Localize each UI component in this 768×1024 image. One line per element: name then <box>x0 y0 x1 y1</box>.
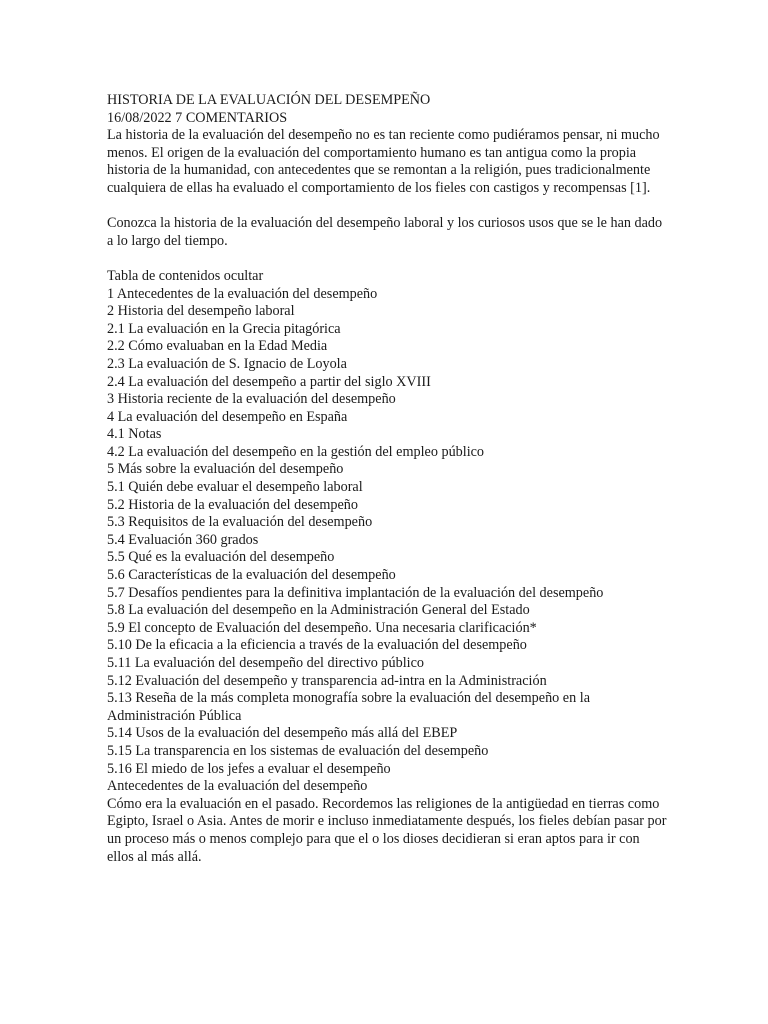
toc-heading: Tabla de contenidos ocultar <box>107 267 264 284</box>
toc-item[interactable]: 5.8 La evaluación del desempeño en la Administración General del Estado <box>107 602 530 619</box>
toc-item[interactable]: 5.9 El concepto de Evaluación del desempeño. Una necesaria clarificación* <box>107 619 537 636</box>
toc-item[interactable]: 5.5 Qué es la evaluación del desempeño <box>107 549 335 566</box>
toc-item[interactable]: 5.2 Historia de la evaluación del desempeño <box>107 496 358 513</box>
toc-item[interactable]: 4.2 La evaluación del desempeño en la gestión del empleo público <box>107 443 485 460</box>
toc-item[interactable]: 5 Más sobre la evaluación del desempeño <box>107 461 344 478</box>
section-paragraph: Cómo era la evaluación en el pasado. Recordemos las religiones de la antigüedad en tierras como Egipto, Israel o Asia. Antes de morir e incluso inmediatamente después, los fieles debían pasar por un proceso más o menos complejo para que el o los dioses decidieran si eran aptos para ir con ellos al más allá. <box>107 795 667 865</box>
toc-item[interactable]: 2 Historia del desempeño laboral <box>107 303 295 320</box>
toc-item[interactable]: 5.6 Características de la evaluación del desempeño <box>107 567 396 584</box>
toc-item[interactable]: 5.4 Evaluación 360 grados <box>107 531 259 548</box>
toc-item[interactable]: 5.13 Reseña de la más completa monografía sobre la evaluación del desempeño en la Administración Pública <box>107 690 590 724</box>
article-title: HISTORIA DE LA EVALUACIÓN DEL DESEMPEÑO <box>107 92 431 108</box>
toc-item[interactable]: 3 Historia reciente de la evaluación del desempeño <box>107 391 396 408</box>
toc-item[interactable]: 4 La evaluación del desempeño en España <box>107 408 348 425</box>
toc-item[interactable]: 5.1 Quién debe evaluar el desempeño laboral <box>107 479 363 496</box>
document-page <box>107 92 667 866</box>
toc-item[interactable]: 5.16 El miedo de los jefes a evaluar el desempeño <box>107 760 391 777</box>
toc-item[interactable]: 2.3 La evaluación de S. Ignacio de Loyola <box>107 355 347 372</box>
toc-item[interactable]: 5.12 Evaluación del desempeño y transparencia ad-intra en la Administración <box>107 672 547 689</box>
table-of-contents <box>107 286 667 779</box>
toc-item[interactable]: 5.15 La transparencia en los sistemas de evaluación del desempeño <box>107 742 489 759</box>
toc-item[interactable]: 5.10 De la eficacia a la eficiencia a través de la evaluación del desempeño <box>107 637 527 654</box>
toc-item[interactable]: 5.7 Desafíos pendientes para la definitiva implantación de la evaluación del desempeño <box>107 584 604 601</box>
intro-paragraph: La historia de la evaluación del desempeño no es tan reciente como pudiéramos pensar, ni mucho menos. El origen de la evaluación del comportamiento humano es tan antigua como la propia historia de la humanidad, con antecedentes que se remontan a la religión, pues tradicionalmente cualquiera de ellas ha evaluado el comportamiento de los fieles con castigos y recompensas [1]. <box>107 127 660 196</box>
section-heading: Antecedentes de la evaluación del desempeño <box>107 778 368 795</box>
toc-item[interactable]: 1 Antecedentes de la evaluación del desempeño <box>107 285 378 302</box>
paragraph-gap <box>107 198 667 216</box>
toc-item[interactable]: 2.1 La evaluación en la Grecia pitagórica <box>107 320 341 337</box>
toc-item[interactable]: 5.14 Usos de la evaluación del desempeño más allá del EBEP <box>107 725 458 742</box>
paragraph-gap <box>107 250 667 268</box>
toc-item[interactable]: 4.1 Notas <box>107 426 162 443</box>
lead-paragraph: Conozca la historia de la evaluación del desempeño laboral y los curiosos usos que se le han dado a lo largo del tiempo. <box>107 215 663 249</box>
toc-item[interactable]: 2.2 Cómo evaluaban en la Edad Media <box>107 338 328 355</box>
article-meta: 16/08/2022 7 COMENTARIOS <box>107 109 288 126</box>
toc-item[interactable]: 5.3 Requisitos de la evaluación del desempeño <box>107 514 373 531</box>
toc-item[interactable]: 2.4 La evaluación del desempeño a partir del siglo XVIII <box>107 373 431 390</box>
toc-item[interactable]: 5.11 La evaluación del desempeño del directivo público <box>107 655 425 671</box>
